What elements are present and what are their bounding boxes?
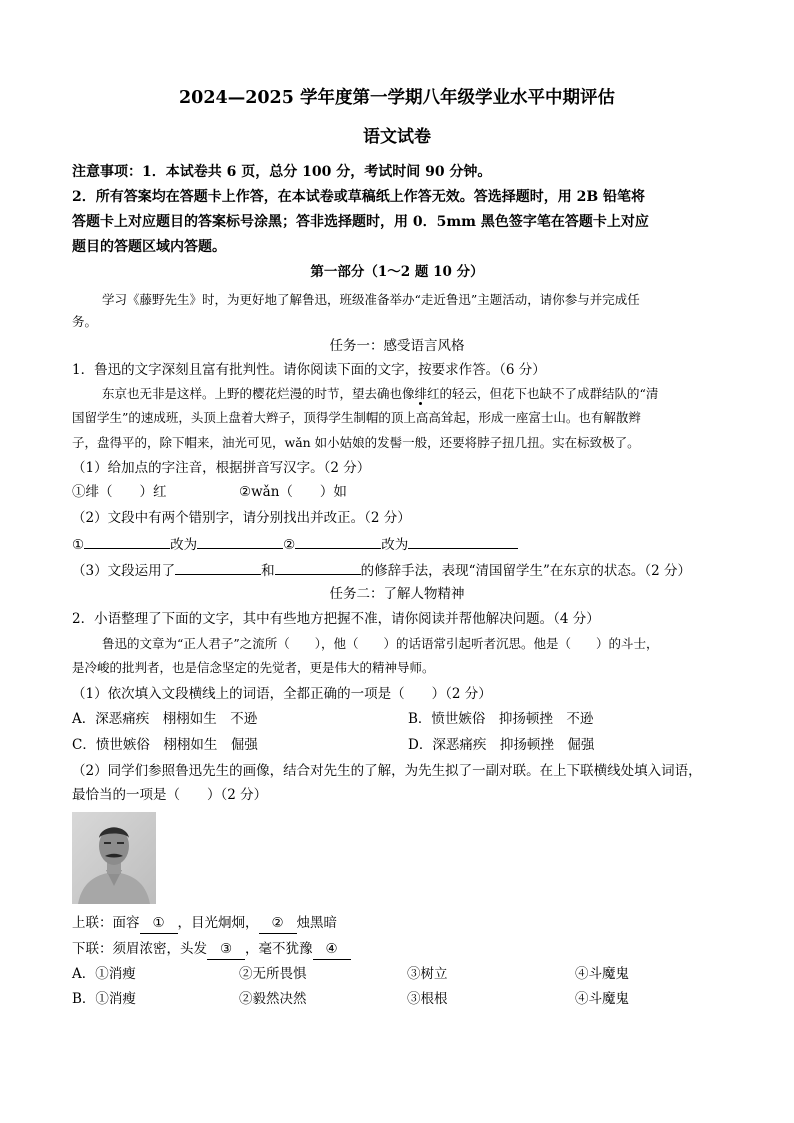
option-a-2: ②无所畏惧 [239, 966, 307, 982]
lu-xun-portrait [72, 812, 156, 904]
portrait-image [72, 812, 156, 904]
answer-blank[interactable] [175, 560, 261, 575]
option-c: C．愤世嫉俗 栩栩如生 倔强 [72, 737, 258, 753]
couplet-text: 下联：须眉浓密，头发 [72, 941, 207, 957]
option-a-1: A．①消瘦 [72, 966, 136, 982]
label-2: ② [283, 537, 296, 553]
option-a: A．深恶痛疾 栩栩如生 不逊 [72, 711, 258, 727]
option-b-4: ④斗魔鬼 [575, 991, 629, 1007]
exam-subtitle: 语文试卷 [363, 127, 431, 147]
couplet-blank-2[interactable]: ② [259, 913, 297, 934]
sub-question-2-1: （1）依次填入文段横线上的词语，全都正确的一项是（ ）（2 分） [72, 686, 492, 702]
option-b-3: ③根根 [407, 991, 448, 1007]
couplet-upper [72, 913, 337, 934]
couplet-lower [72, 939, 351, 960]
part1-intro-1: 学习《藤野先生》时，为更好地了解鲁迅，班级准备举办“走近鲁迅”主题活动，请你参与并完成任 [102, 292, 640, 307]
sub-question-1-2: （2）文段中有两个错别字，请分别找出并改正。（2 分） [72, 510, 411, 526]
exam-title: 2024—2025 学年度第一学期八年级学业水平中期评估 [178, 88, 615, 108]
option-b-1: B．①消瘦 [72, 991, 136, 1007]
couplet-text: 烛黑暗 [296, 915, 337, 931]
label-change: 改为 [170, 537, 198, 553]
couplet-option-row-a [72, 964, 732, 984]
answer-blank[interactable] [84, 534, 170, 549]
dotted-char: 绯 [414, 386, 428, 401]
task2-heading: 任务二：了解人物精神 [329, 586, 465, 602]
option-d: D．深恶痛疾 抑扬顿挫 倔强 [408, 737, 595, 753]
passage-text: 东京也无非是这样。上野的樱花烂漫的时节，望去确也像 [102, 386, 415, 401]
couplet-text: ，目光炯炯， [177, 915, 259, 931]
question-1-stem: 1．鲁迅的文字深刻且富有批判性。请你阅读下面的文字，按要求作答。（6 分） [72, 362, 546, 378]
notice-line-3: 答题卡上对应题目的答案标号涂黑；答非选择题时，用 0．5mm 黑色签字笔在答题卡上对应 [72, 214, 649, 230]
answer-blank[interactable] [408, 534, 518, 549]
couplet-blank-1[interactable]: ① [140, 913, 178, 934]
couplet-option-row-b [72, 989, 732, 1009]
answer-blank[interactable] [295, 534, 381, 549]
answer-1-1-b: ②wǎn（ ）如 [239, 484, 347, 500]
answer-1-2 [72, 534, 518, 555]
question-2-stem: 2．小语整理了下面的文字，其中有些地方把握不准，请你阅读并帮他解决问题。（4 分） [72, 611, 600, 627]
sub3-text: （3）文段运用了 [72, 563, 176, 579]
couplet-blank-4[interactable]: ④ [313, 939, 351, 960]
option-a-4: ④斗魔鬼 [575, 966, 629, 982]
option-a-3: ③树立 [407, 966, 448, 982]
passage-1-line-2: 国留学生”的速成班，头顶上盘着大辫子，顶得学生制帽的顶上高高耸起，形成一座富士山。也有解散辫 [72, 410, 641, 425]
part1-heading: 第一部分（1～2 题 10 分） [310, 264, 484, 280]
sub-question-2-2-line-2: 最恰当的一项是（ ）（2 分） [72, 787, 268, 803]
sub3-text: 和 [261, 563, 275, 579]
notice-line-2: 2．所有答案均在答题卡上作答，在本试卷或草稿纸上作答无效。答选择题时，用 2B 铅笔将 [72, 189, 646, 205]
option-b-2: ②毅然决然 [239, 991, 307, 1007]
passage-2-line-1: 鲁迅的文章为“正人君子”之流所（ ），他（ ）的话语常引起听者沉思。他是（ ）的斗士， [102, 636, 659, 651]
sub-question-1-1: （1）给加点的字注音，根据拼音写汉字。（2 分） [72, 460, 371, 476]
sub-question-1-3 [72, 560, 691, 581]
label-change: 改为 [381, 537, 409, 553]
couplet-text: 上联：面容 [72, 915, 140, 931]
task1-heading: 任务一：感受语言风格 [329, 338, 465, 354]
passage-text: 红的轻云，但花下也缺不了成群结队的“清 [427, 386, 659, 401]
sub3-text: 的修辞手法，表现“清国留学生”在东京的状态。（2 分） [360, 563, 692, 579]
couplet-blank-3[interactable]: ③ [207, 939, 245, 960]
passage-2-line-2: 是冷峻的批判者，也是信念坚定的先觉者，更是伟大的精神导师。 [72, 660, 435, 675]
notice-line-4: 题目的答题区域内答题。 [72, 239, 226, 255]
notice-line-1: 注意事项：1．本试卷共 6 页，总分 100 分，考试时间 90 分钟。 [72, 164, 492, 180]
part1-intro-2: 务。 [72, 314, 98, 329]
couplet-text: ，毫不犹豫 [245, 941, 313, 957]
answer-blank[interactable] [197, 534, 283, 549]
passage-1-line-3: 子，盘得平的，除下帽来，油光可见，wǎn 如小姑娘的发髻一般，还要将脖子扭几扭。实在标致极了。 [72, 435, 640, 450]
passage-1-line-1 [102, 384, 658, 404]
answer-1-1-a: ①绯（ ）红 [72, 484, 167, 500]
sub-question-2-2-line-1: （2）同学们参照鲁迅先生的画像，结合对先生的了解，为先生拟了一副对联。在上下联横线处填入词语， [72, 763, 702, 779]
option-b: B．愤世嫉俗 抑扬顿挫 不逊 [408, 711, 594, 727]
answer-blank[interactable] [275, 560, 361, 575]
label-1: ① [72, 537, 85, 553]
